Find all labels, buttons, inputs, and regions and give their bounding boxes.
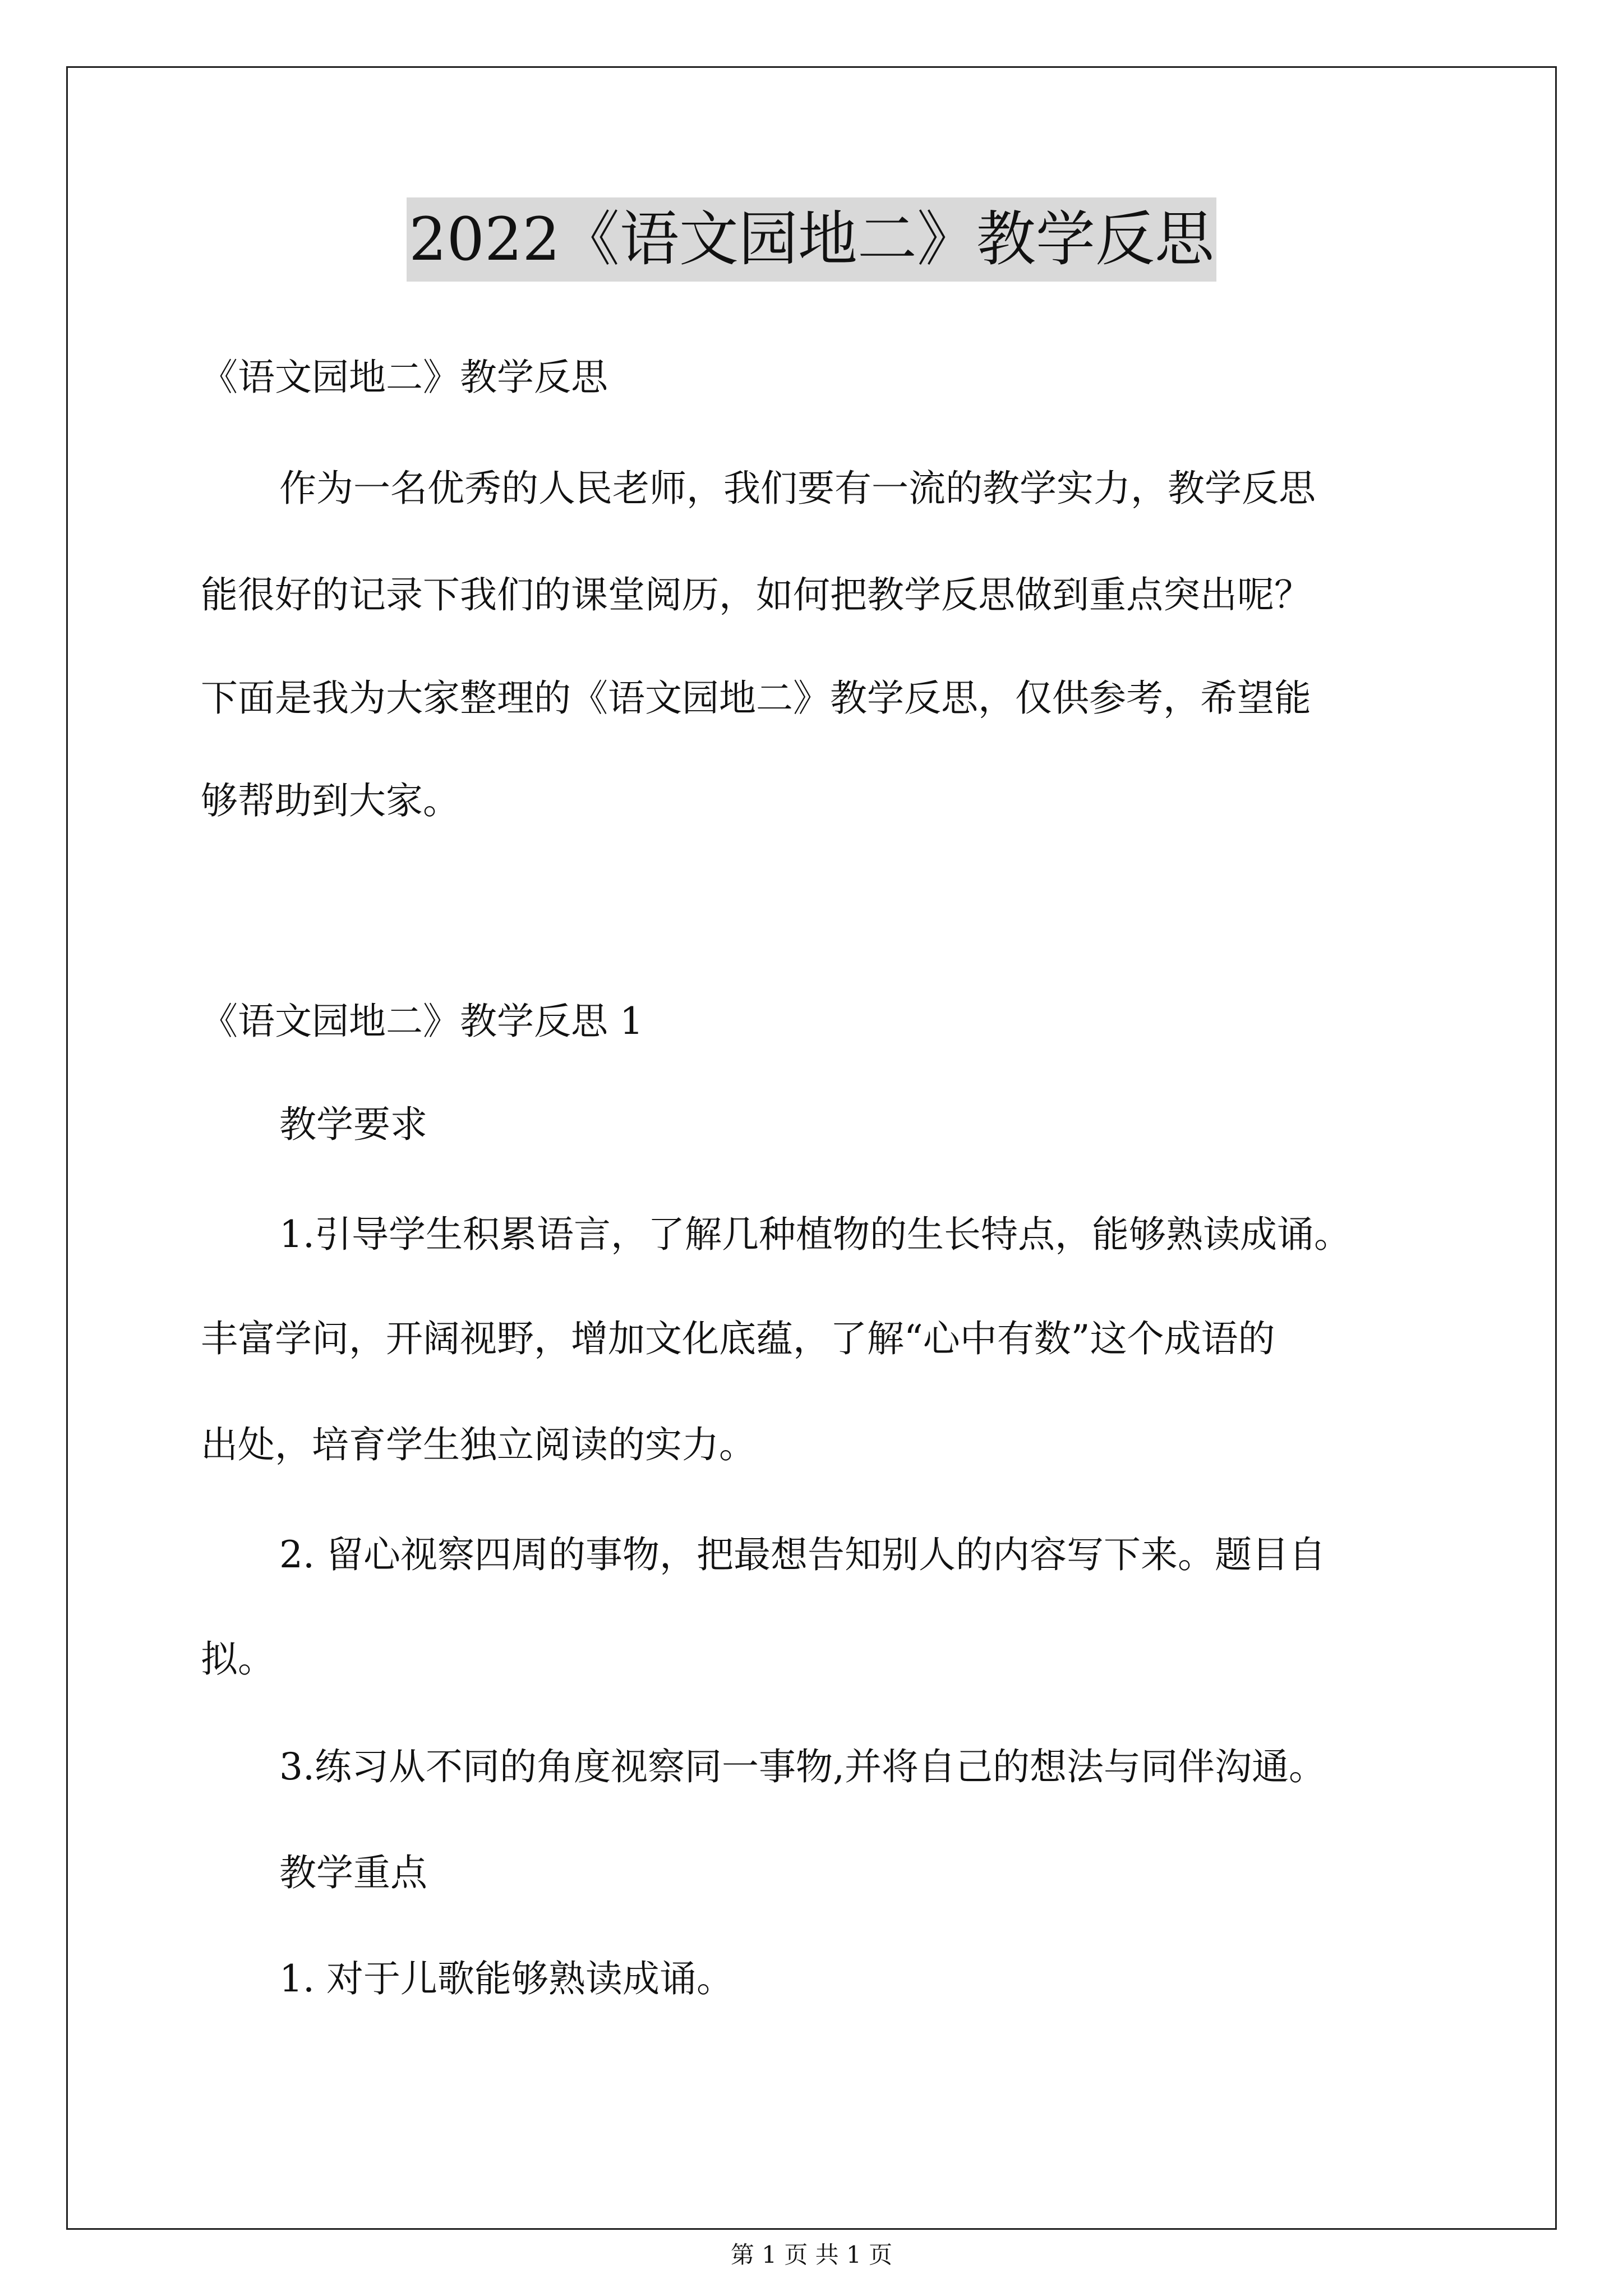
section-heading: 《语文园地二》教学反思 1 bbox=[201, 1000, 643, 1043]
intro-line-1: 作为一名优秀的人民老师，我们要有一流的教学实力，教学反思 bbox=[279, 467, 1316, 510]
document-title: 2022《语文园地二》教学反思 bbox=[407, 197, 1216, 282]
title-container bbox=[0, 197, 1623, 282]
requirement-1-line-2: 丰富学问，开阔视野，增加文化底蕴，了解“心中有数”这个成语的 bbox=[201, 1317, 1275, 1360]
key-points-heading: 教学重点 bbox=[279, 1851, 427, 1894]
intro-line-2: 能很好的记录下我们的课堂阅历，如何把教学反思做到重点突出呢？ bbox=[201, 573, 1311, 616]
requirements-heading: 教学要求 bbox=[279, 1103, 427, 1146]
page-footer: 第 1 页 共 1 页 bbox=[730, 2241, 893, 2269]
key-point-1-line: 1. 对于儿歌能够熟读成诵。 bbox=[279, 1957, 734, 2000]
requirement-1-line-3: 出处，培育学生独立阅读的实力。 bbox=[201, 1423, 756, 1466]
requirement-3-line: 3.练习从不同的角度视察同一事物,并将自己的想法与同伴沟通。 bbox=[279, 1745, 1326, 1788]
subtitle: 《语文园地二》教学反思 bbox=[201, 356, 608, 399]
requirement-1-line-1: 1.引导学生积累语言，了解几种植物的生长特点，能够熟读成诵。 bbox=[279, 1213, 1351, 1256]
intro-line-3: 下面是我为大家整理的《语文园地二》教学反思，仅供参考，希望能 bbox=[201, 677, 1311, 720]
requirement-2-line-1: 2. 留心视察四周的事物，把最想告知别人的内容写下来。题目自 bbox=[279, 1533, 1326, 1576]
requirement-2-line-2: 拟。 bbox=[201, 1637, 275, 1681]
intro-line-4: 够帮助到大家。 bbox=[201, 779, 460, 822]
